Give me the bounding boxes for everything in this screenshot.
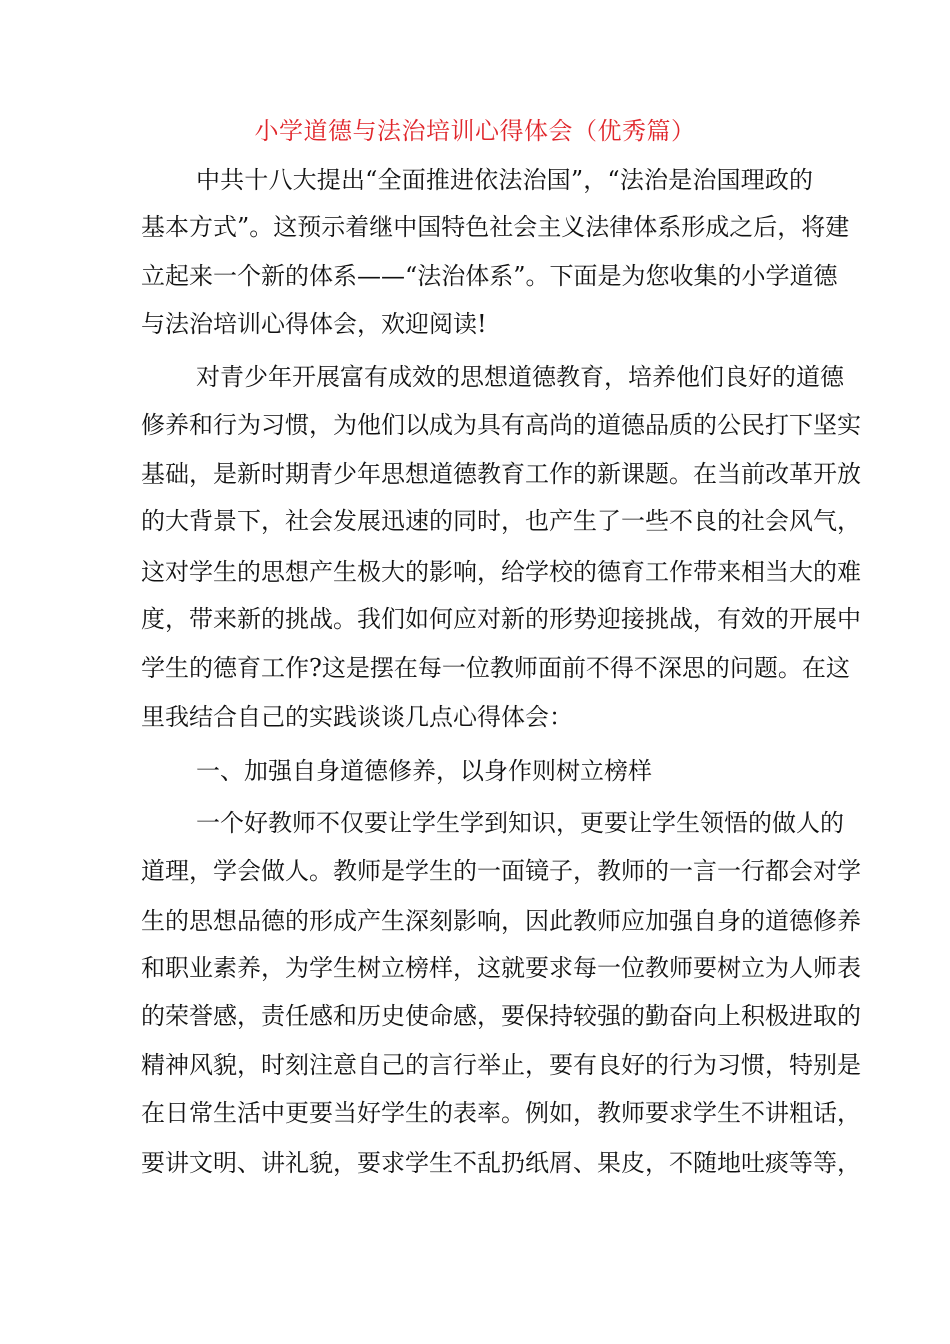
paragraph-1-line-3: 立起来一个新的体系——“法治体系”。下面是为您收集的小学道德 <box>141 262 838 290</box>
paragraph-3-line-1: 一个好教师不仅要让学生学到知识，更要让学生领悟的做人的 <box>196 809 844 837</box>
paragraph-1-line-2: 基本方式”。这预示着继中国特色社会主义法律体系形成之后，将建 <box>141 213 850 241</box>
paragraph-2-line-6: 度，带来新的挑战。我们如何应对新的形势迎接挑战，有效的开展中 <box>141 605 861 633</box>
paragraph-3-line-4: 和职业素养，为学生树立榜样，这就要求每一位教师要树立为人师表 <box>141 954 861 982</box>
paragraph-2-line-5: 这对学生的思想产生极大的影响，给学校的德育工作带来相当大的难 <box>141 558 861 586</box>
paragraph-2-line-8: 里我结合自己的实践谈谈几点心得体会： <box>141 703 573 731</box>
paragraph-2-line-3: 基础，是新时期青少年思想道德教育工作的新课题。在当前改革开放 <box>141 460 861 488</box>
paragraph-3-line-5: 的荣誉感，责任感和历史使命感，要保持较强的勤奋向上积极进取的 <box>141 1002 861 1030</box>
paragraph-3-line-8: 要讲文明、讲礼貌，要求学生不乱扔纸屑、果皮，不随地吐痰等等， <box>141 1149 861 1177</box>
paragraph-3-line-7: 在日常生活中更要当好学生的表率。例如，教师要求学生不讲粗话， <box>141 1099 861 1127</box>
paragraph-2-line-4: 的大背景下，社会发展迅速的同时，也产生了一些不良的社会风气， <box>141 507 861 535</box>
document-title: 小学道德与法治培训心得体会（优秀篇） <box>254 117 696 145</box>
section-heading: 一、加强自身道德修养，以身作则树立榜样 <box>196 757 652 785</box>
paragraph-2-line-1: 对青少年开展富有成效的思想道德教育，培养他们良好的道德 <box>196 363 844 391</box>
paragraph-3-line-3: 生的思想品德的形成产生深刻影响，因此教师应加强自身的道德修养 <box>141 907 861 935</box>
paragraph-1-line-1: 中共十八大提出“全面推进依法治国”，“法治是治国理政的 <box>196 166 813 194</box>
paragraph-3-line-2: 道理，学会做人。教师是学生的一面镜子，教师的一言一行都会对学 <box>141 857 861 885</box>
paragraph-1-line-4: 与法治培训心得体会，欢迎阅读! <box>141 310 487 338</box>
paragraph-3-line-6: 精神风貌，时刻注意自己的言行举止，要有良好的行为习惯，特别是 <box>141 1051 861 1079</box>
paragraph-2-line-7: 学生的德育工作?这是摆在每一位教师面前不得不深思的问题。在这 <box>141 654 850 682</box>
paragraph-2-line-2: 修养和行为习惯，为他们以成为具有高尚的道德品质的公民打下坚实 <box>141 411 861 439</box>
